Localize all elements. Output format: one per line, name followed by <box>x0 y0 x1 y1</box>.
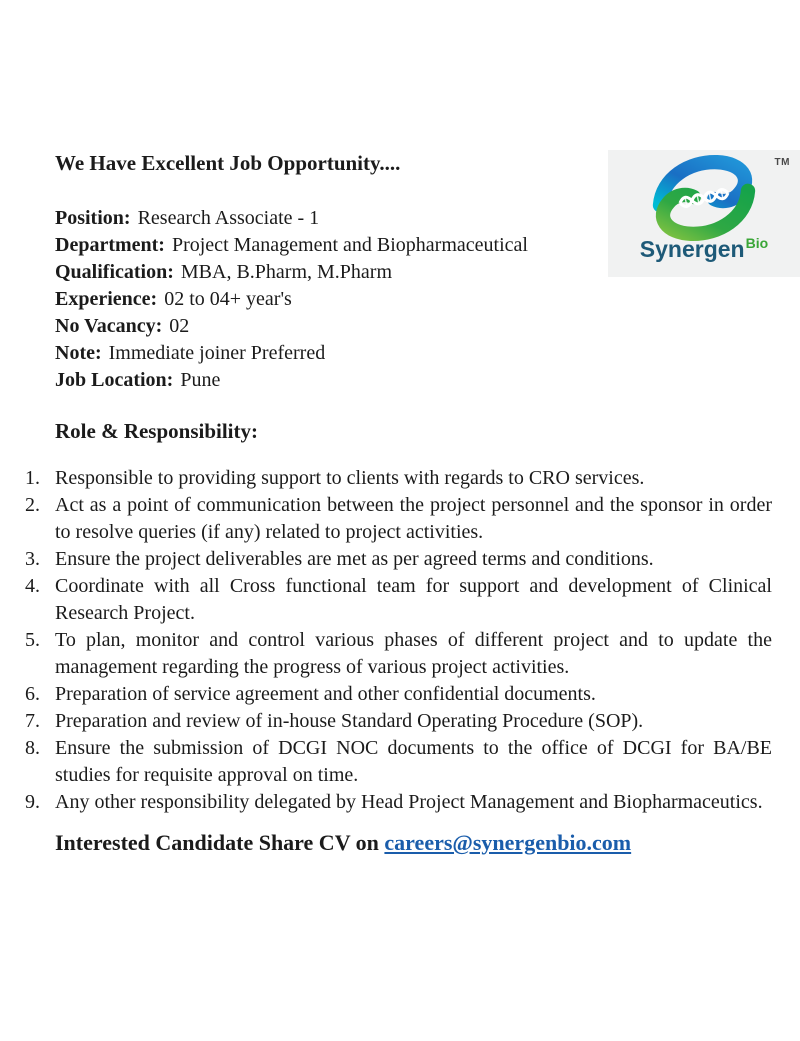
synergen-logo-icon <box>645 154 763 242</box>
detail-value: Pune <box>180 369 221 391</box>
detail-value: Research Associate - 1 <box>137 207 320 229</box>
trademark-symbol: TM <box>774 157 790 168</box>
detail-value: Immediate joiner Preferred <box>108 342 326 364</box>
detail-row-vacancy <box>55 313 772 340</box>
responsibility-item: Preparation of service agreement and other confidential documents. <box>55 683 596 705</box>
detail-row-experience <box>55 286 772 313</box>
email-link[interactable]: careers@synergenbio.com <box>384 830 632 855</box>
responsibility-item: Ensure the project deliverables are met as per agreed terms and conditions. <box>55 548 654 570</box>
detail-label: Job Location: <box>55 369 174 391</box>
brand-name <box>608 235 800 262</box>
responsibility-item: To plan, monitor and control various phases of different project and to update the management regarding the progress of various project activities. <box>55 629 772 678</box>
responsibility-item: Preparation and review of in-house Standard Operating Procedure (SOP). <box>55 710 644 732</box>
logo-box <box>608 150 800 277</box>
detail-value: 02 to 04+ year's <box>164 288 292 310</box>
responsibility-item: Coordinate with all Cross functional team for support and development of Clinical Research Project. <box>55 575 772 624</box>
detail-row-location <box>55 367 772 394</box>
detail-label: Position: <box>55 207 131 229</box>
detail-label: Department: <box>55 234 165 256</box>
detail-row-note <box>55 340 772 367</box>
responsibilities-list <box>0 465 772 816</box>
responsibility-item: Ensure the submission of DCGI NOC documents to the office of DCGI for BA/BE studies for requisite approval on time. <box>55 737 772 786</box>
brand-suffix-bio: Bio <box>745 235 769 251</box>
detail-label: Experience: <box>55 288 158 310</box>
detail-value: MBA, B.Pharm, M.Pharm <box>180 261 393 283</box>
detail-value: 02 <box>169 315 190 337</box>
job-posting-document <box>0 150 800 1041</box>
responsibility-item: Responsible to providing support to clients with regards to CRO services. <box>55 467 645 489</box>
detail-label: Note: <box>55 342 102 364</box>
detail-value: Project Management and Biopharmaceutical <box>171 234 528 256</box>
page-title: We Have Excellent Job Opportunity.... <box>55 151 401 175</box>
section-heading-responsibilities: Role & Responsibility: <box>55 419 259 443</box>
responsibility-item: Act as a point of communication between the project personnel and the sponsor in order to resolve queries (if any) related to project activities. <box>55 494 772 543</box>
footer-cta-text: Interested Candidate Share CV on <box>55 830 385 855</box>
detail-label: No Vacancy: <box>55 315 163 337</box>
detail-label: Qualification: <box>55 261 174 283</box>
footer-cta <box>55 828 772 858</box>
brand-name-text: Synergen <box>639 236 745 262</box>
responsibility-item: Any other responsibility delegated by Head Project Management and Biopharmaceutics. <box>55 791 763 813</box>
